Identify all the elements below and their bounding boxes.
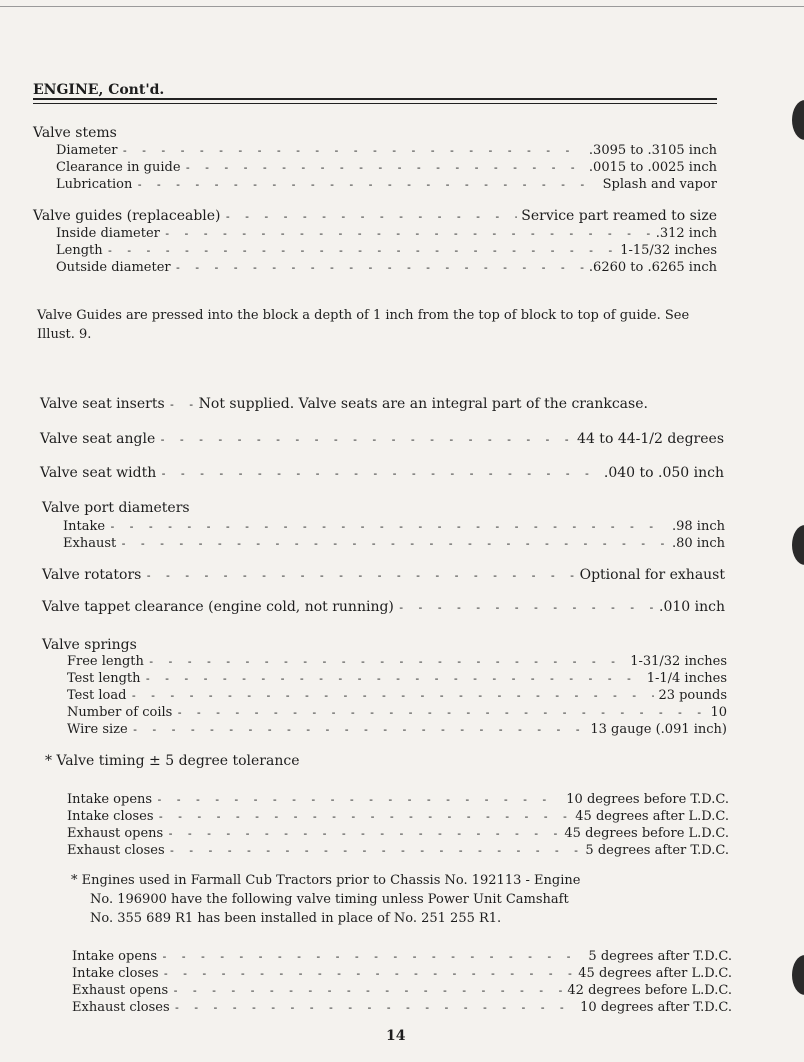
- header-rule: [33, 98, 717, 100]
- port-diameters-heading: Valve port diameters: [42, 500, 190, 516]
- footnote-line: * Engines used in Farmall Cub Tractors prior to Chassis No. 192113 - Engine: [71, 873, 581, 888]
- section-header: ENGINE, Cont'd.: [33, 82, 165, 98]
- timing-row: Intake closes - - - 45 degrees after L.D.C.: [67, 809, 729, 826]
- alt-timing-row: Intake opens - - - 5 degrees after T.D.C.: [72, 949, 732, 966]
- footnote-line: No. 355 689 R1 has been installed in place of No. 251 255 R1.: [90, 911, 502, 926]
- binder-hole: [792, 955, 804, 995]
- seat-angle-row: Valve seat angle - - - 44 to 44-1/2 degrees: [40, 431, 724, 448]
- spec-row: Exhaust - - - .80 inch: [63, 536, 725, 553]
- binder-hole: [792, 100, 804, 140]
- binder-hole: [792, 525, 804, 565]
- valve-timing-heading: * Valve timing ± 5 degree tolerance: [45, 753, 300, 769]
- header-rule: [33, 103, 717, 104]
- timing-row: Intake opens - - - 10 degrees before T.D.C.: [67, 792, 729, 809]
- spec-row: Outside diameter - - - .6260 to .6265 inch: [56, 260, 717, 277]
- timing-row: Exhaust closes - - - 5 degrees after T.D.C.: [67, 843, 729, 860]
- tappet-row: Valve tappet clearance (engine cold, not running) - - - .010 inch: [42, 599, 725, 616]
- alt-timing-row: Exhaust closes - - - 10 degrees after T.D.C.: [72, 1000, 732, 1017]
- alt-timing-row: Intake closes - - - 45 degrees after L.D.C.: [72, 966, 732, 983]
- spec-row: Clearance in guide - - - .0015 to .0025 inch: [56, 160, 717, 177]
- spec-row: Inside diameter - - - .312 inch: [56, 226, 717, 243]
- rotators-row: Valve rotators - - - Optional for exhaust: [42, 567, 725, 584]
- spec-row: Lubrication - - - Splash and vapor: [56, 177, 717, 194]
- spec-row: Intake - - - .98 inch: [63, 519, 725, 536]
- valve-springs-heading: Valve springs: [42, 637, 137, 653]
- seat-inserts-row: Valve seat inserts - - - Not supplied. Valve seats are an integral part of the crankcase.: [40, 396, 724, 413]
- page-number: 14: [386, 1028, 406, 1044]
- timing-row: Exhaust opens - - - 45 degrees before L.D.C.: [67, 826, 729, 843]
- spec-row: Number of coils - - - 10: [67, 705, 727, 722]
- spec-row: Wire size - - - 13 gauge (.091 inch): [67, 722, 727, 739]
- valve-stems-heading: Valve stems: [33, 125, 117, 141]
- spec-row: Test load - - - 23 pounds: [67, 688, 727, 705]
- seat-width-row: Valve seat width - - - .040 to .050 inch: [40, 465, 724, 482]
- valve-guides-heading: Valve guides (replaceable) - - - Service part reamed to size: [33, 208, 717, 225]
- footnote-line: No. 196900 have the following valve timing unless Power Unit Camshaft: [90, 892, 569, 907]
- spec-row: Free length - - - 1-31/32 inches: [67, 654, 727, 671]
- top-edge-line: [0, 6, 804, 7]
- alt-timing-row: Exhaust opens - - - 42 degrees before L.D.C.: [72, 983, 732, 1000]
- guide-note: Valve Guides are pressed into the block a depth of 1 inch from the top of block to top of guide. See Illust. 9.: [37, 308, 690, 342]
- spec-row: Test length - - - 1-1/4 inches: [67, 671, 727, 688]
- spec-row: Diameter - - - .3095 to .3105 inch: [56, 143, 717, 160]
- spec-row: Length - - - 1-15/32 inches: [56, 243, 717, 260]
